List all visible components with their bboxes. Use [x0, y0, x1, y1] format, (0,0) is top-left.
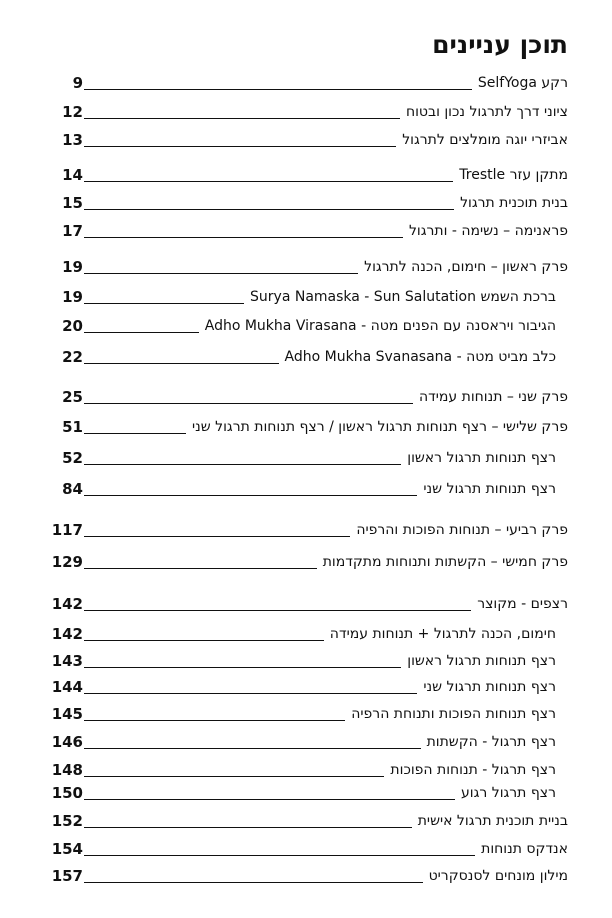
toc-entry-page: 142 — [51, 595, 83, 613]
toc-entry-title: פרק ראשון – חימום, הכנה לתרגול — [364, 259, 568, 275]
toc-entry[interactable] — [0, 383, 612, 409]
toc-leader-line — [84, 464, 401, 465]
toc-entry-title: רקע SelfYoga — [477, 75, 568, 91]
toc-leader-line — [84, 237, 403, 238]
toc-entry-title: בנית תוכנית תרגול — [460, 195, 568, 211]
toc-entry[interactable] — [0, 126, 612, 152]
toc-entry[interactable] — [0, 189, 612, 215]
toc-entry-title: רצף תרגול רגוע — [461, 785, 556, 801]
toc-entry-page: 152 — [51, 812, 83, 830]
toc-entry-page: 143 — [51, 652, 83, 670]
toc-entry-title: ציוני דרך לתרגול נכון ובטוח — [405, 104, 568, 120]
toc-entry-page: 13 — [62, 131, 83, 149]
toc-entry-title: רצף תנוחות הפוכות ותנוחת הרפיה — [351, 706, 556, 722]
toc-leader-line — [84, 273, 358, 274]
toc-entry-title: פראנימה – נשימה - ותרגול — [408, 223, 568, 239]
toc-entry[interactable] — [0, 161, 612, 187]
toc-entry-page: 52 — [62, 449, 83, 467]
toc-entry-title: רצף תרגול - הקשתות — [426, 734, 556, 750]
toc-entry[interactable] — [0, 728, 612, 754]
toc-entry[interactable] — [0, 217, 612, 243]
toc-entry-title: בניית תוכנית תרגול אישית — [417, 813, 568, 829]
page-title: תוכן עניינים — [432, 30, 568, 59]
toc-entry[interactable] — [0, 779, 612, 805]
toc-entry-title: רצף תנוחות תרגול שני — [423, 481, 556, 497]
toc-entry-page: 84 — [62, 480, 83, 498]
toc-entry-page: 157 — [51, 867, 83, 885]
toc-leader-line — [84, 303, 244, 304]
toc-entry-title: פרק רביעי – תנוחות הפוכות והרפיה — [356, 522, 568, 538]
toc-leader-line — [84, 693, 417, 694]
toc-entry-page: 12 — [62, 103, 83, 121]
toc-leader-line — [84, 433, 186, 434]
toc-leader-line — [84, 568, 317, 569]
toc-entry-title: אנדקס תנוחות — [481, 841, 568, 857]
toc-leader-line — [84, 89, 472, 90]
toc-entry-page: 117 — [51, 521, 83, 539]
toc-entry[interactable] — [0, 475, 612, 501]
toc-entry-title: ברכת השמש Surya Namaska - Sun Salutation — [250, 289, 556, 305]
toc-entry[interactable] — [0, 673, 612, 699]
toc-leader-line — [84, 720, 345, 721]
toc-entry-title: מתקן עזר Trestle — [459, 167, 568, 183]
toc-leader-line — [84, 363, 279, 364]
toc-leader-line — [84, 748, 421, 749]
toc-entry-title: כלב מביט מטה - Adho Mukha Svanasana — [284, 349, 556, 365]
toc-entry-title: הגיבור ויראסנה עם הפנים מטה - Adho Mukha Virasana — [204, 318, 556, 334]
toc-entry-page: 129 — [51, 553, 83, 571]
toc-leader-line — [84, 495, 417, 496]
toc-entry[interactable] — [0, 647, 612, 673]
toc-leader-line — [84, 799, 455, 800]
toc-leader-line — [84, 827, 412, 828]
toc-entry[interactable] — [0, 835, 612, 861]
toc-entry[interactable] — [0, 590, 612, 616]
toc-entry-page: 146 — [51, 733, 83, 751]
toc-entry-page: 25 — [62, 388, 83, 406]
toc-entry[interactable] — [0, 700, 612, 726]
toc-entry-title: רצפים - מקוצר — [477, 596, 568, 612]
toc-leader-line — [84, 610, 471, 611]
toc-entry-page: 20 — [62, 317, 83, 335]
toc-entry-page: 19 — [62, 258, 83, 276]
toc-leader-line — [84, 146, 396, 147]
toc-entry-title: רצף תנוחות תרגול שני — [423, 679, 556, 695]
toc-entry-title: פרק חמישי – הקשתות ותנוחות מתקדמות — [322, 554, 568, 570]
toc-leader-line — [84, 209, 454, 210]
toc-leader-line — [84, 181, 453, 182]
toc-leader-line — [84, 667, 401, 668]
toc-entry-page: 15 — [62, 194, 83, 212]
toc-leader-line — [84, 776, 384, 777]
toc-entry[interactable] — [0, 413, 612, 439]
toc-entry[interactable] — [0, 620, 612, 646]
toc-leader-line — [84, 855, 475, 856]
toc-entry-title: אביזרי יוגה מומלצים לתרגול — [402, 132, 568, 148]
toc-entry[interactable] — [0, 312, 612, 338]
toc-entry-page: 148 — [51, 761, 83, 779]
toc-entry[interactable] — [0, 444, 612, 470]
toc-leader-line — [84, 640, 324, 641]
toc-entry-title: חימום, הכנה לתרגול + תנוחות עמידה — [329, 626, 556, 642]
toc-entry-page: 154 — [51, 840, 83, 858]
toc-entry[interactable] — [0, 807, 612, 833]
toc-entry[interactable] — [0, 98, 612, 124]
toc-entry-title: פרק שני – תנוחות עמידה — [418, 389, 568, 405]
toc-entry-title: פרק שלישי – רצף תנוחות תרגול ראשון / רצף תנוחות תרגול שני — [192, 419, 568, 435]
toc-leader-line — [84, 403, 413, 404]
toc-entry-page: 150 — [51, 784, 83, 802]
toc-leader-line — [84, 118, 400, 119]
toc-entry-page: 22 — [62, 348, 83, 366]
toc-entry-page: 142 — [51, 625, 83, 643]
toc-entry[interactable] — [0, 548, 612, 574]
toc-leader-line — [84, 332, 199, 333]
toc-entry-title: רצף תנוחות תרגול ראשון — [407, 450, 556, 466]
toc-entry-page: 14 — [62, 166, 83, 184]
toc-entry[interactable] — [0, 862, 612, 888]
toc-entry[interactable] — [0, 343, 612, 369]
toc-leader-line — [84, 882, 423, 883]
toc-entry-title: מילון מונחים לסנסקריט — [428, 868, 568, 884]
toc-entry[interactable] — [0, 69, 612, 95]
toc-entry-page: 19 — [62, 288, 83, 306]
toc-entry-title: רצף תנוחות תרגול ראשון — [407, 653, 556, 669]
toc-entry[interactable] — [0, 283, 612, 309]
toc-entry-title: רצף תרגול - תנוחות הפוכות — [390, 762, 556, 778]
toc-entry-page: 145 — [51, 705, 83, 723]
toc-entry-page: 144 — [51, 678, 83, 696]
toc-entry-page: 9 — [72, 74, 83, 92]
toc-entry[interactable] — [0, 253, 612, 279]
toc-leader-line — [84, 536, 350, 537]
toc-entry[interactable] — [0, 516, 612, 542]
toc-entry-page: 17 — [62, 222, 83, 240]
toc-entry-page: 51 — [62, 418, 83, 436]
